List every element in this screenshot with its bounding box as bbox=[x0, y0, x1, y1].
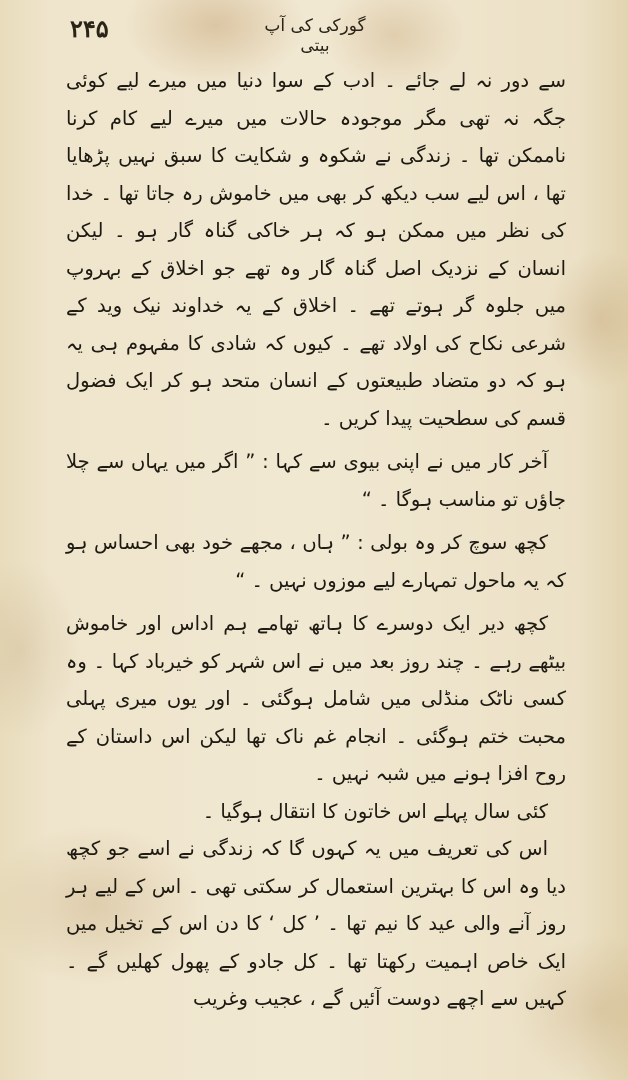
body-text bbox=[66, 62, 566, 1018]
running-title: گورکی کی آپ بیتی bbox=[264, 16, 366, 56]
paragraph: کچھ سوچ کر وہ بولی : ” ہاں ، مجھے خود بھی احساس ہو کہ یہ ماحول تمہارے لیے موزوں نہیں ۔ “ bbox=[66, 531, 566, 592]
paragraph: آخر کار میں نے اپنی بیوی سے کہا : ” اگر میں یہاں سے چلا جاؤں تو مناسب ہوگا ۔ “ bbox=[66, 450, 566, 511]
page-number: ۲۴۵ bbox=[70, 14, 109, 43]
paragraph: اس کی تعریف میں یہ کہوں گا کہ زندگی نے اسے جو کچھ دیا وہ اس کا بہترین استعمال کر سکتی تھی ۔ اس کے لیے ہر روز آنے والی عید کا نیم تھا ۔ ’ کل ‘ کا دن اس کے تخیل میں ایک خاص اہمیت رکھتا تھا ۔ کل جادو کے پھول کھلیں گے ۔ کہیں سے اچھے دوست آئیں گے ، عجیب وغریب bbox=[66, 837, 566, 1010]
paragraph: سے دور نہ لے جائے ۔ ادب کے سوا دنیا میں میرے لیے کوئی جگہ نہ تھی مگر موجودہ حالات میں میرے لیے کام کرنا ناممکن تھا ۔ زندگی نے شکوہ و شکایت کا سبق نہیں پڑھایا تھا ، اس لیے سب دیکھ کر بھی میں خاموش رہ جاتا تھا ۔ خدا کی نظر میں ممکن ہو کہ ہر خاکی گناہ گار ہو ۔ لیکن انسان کے نزدیک اصل گناہ گار وہ تھے جو اخلاق کے بہروپ میں جلوہ گر ہوتے تھے ۔ اخلاق کے یہ خداوند نیک وید کے شرعی نکاح کی اولاد تھے ۔ کیوں کہ شادی کا مفہوم ہی یہ ہو کہ دو متضاد طبیعتوں کے انسان متحد ہو کر ایک فضول قسم کی سطحیت پیدا کریں ۔ bbox=[66, 69, 566, 430]
paragraph: کچھ دیر ایک دوسرے کا ہاتھ تھامے ہم اداس اور خاموش بیٹھے رہے ۔ چند روز بعد میں نے اس شہر کو خیرباد کہا ۔ وہ کسی ناٹک منڈلی میں شامل ہوگئی ۔ اور یوں میری پہلی محبت ختم ہوگئی ۔ انجام غم ناک تھا لیکن اس داستان کے روح افزا ہونے میں شبہ نہیں ۔ bbox=[66, 612, 566, 785]
paragraph: کئی سال پہلے اس خاتون کا انتقال ہوگیا ۔ bbox=[202, 799, 548, 823]
